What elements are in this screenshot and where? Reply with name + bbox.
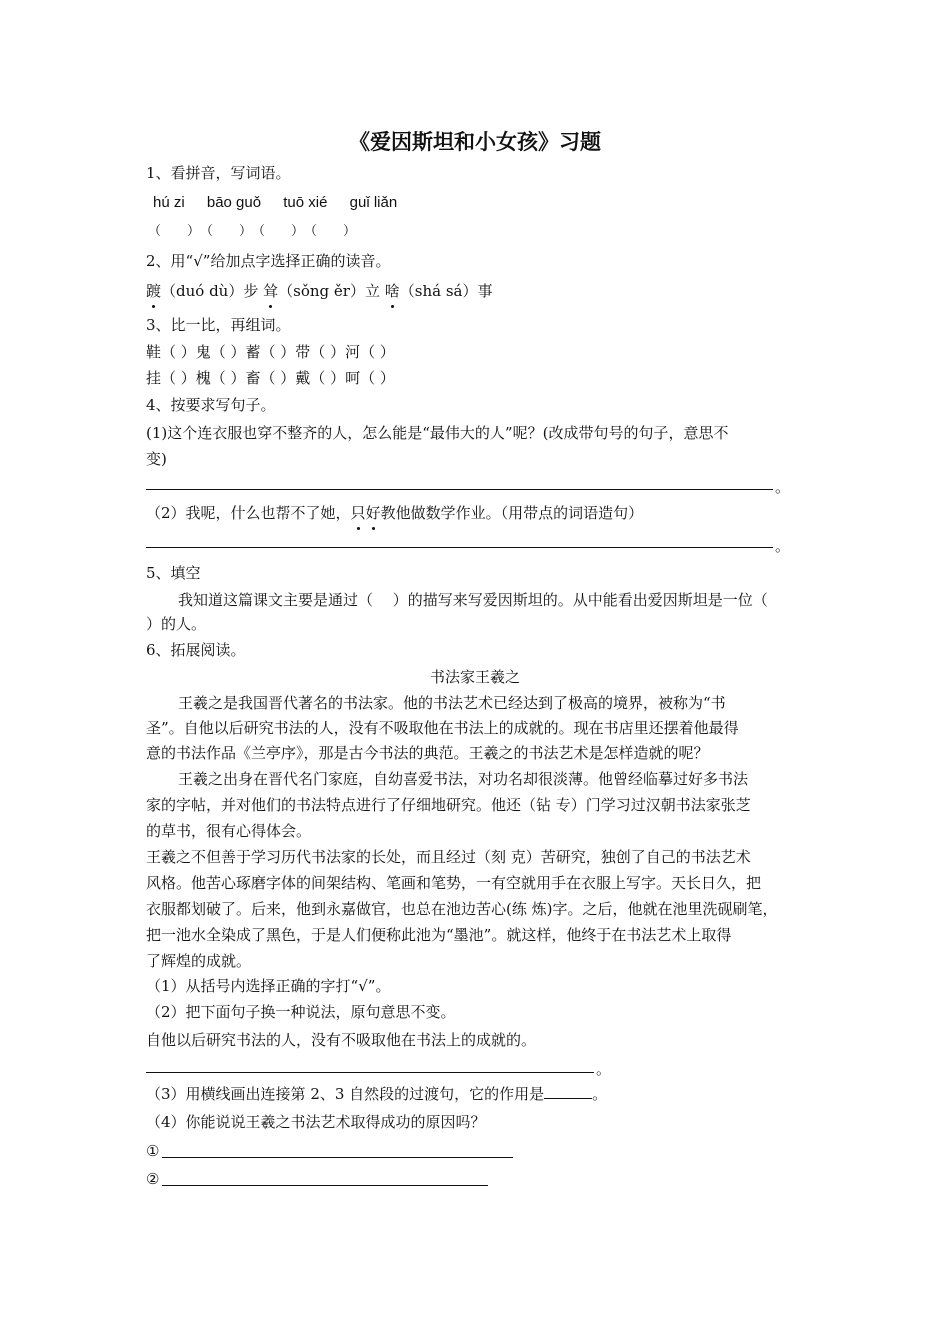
answer-line[interactable] xyxy=(162,1157,513,1158)
dotted-char: 耸 xyxy=(263,282,279,300)
answer-period: 。 xyxy=(775,537,791,555)
answer-marker-1: ① xyxy=(146,1142,160,1160)
passage-line: 的草书，很有心得体会。 xyxy=(146,822,312,840)
sub-question-3: （3）用横线画出连接第 2、3 自然段的过渡句，它的作用是 。 xyxy=(146,1085,608,1103)
q2-heading: 2、用“√”给加点字选择正确的读音。 xyxy=(146,252,391,270)
passage-title: 书法家王羲之 xyxy=(429,668,520,686)
q2-option-1[interactable]: （duó dù）步 xyxy=(161,282,259,300)
q3-row-1[interactable]: 鞋（ ）鬼（ ）蓄（ ）带（ ）河（ ） xyxy=(146,343,395,361)
q1-heading: 1、看拼音，写词语。 xyxy=(146,164,291,182)
q1-pinyin-row xyxy=(153,193,415,213)
q4-sentence-1-cont: 变) xyxy=(146,450,167,468)
answer-line[interactable] xyxy=(146,1072,594,1073)
pinyin-item: bāo guǒ xyxy=(206,194,262,211)
dotted-char: 好 xyxy=(365,504,381,522)
answer-line[interactable] xyxy=(146,547,773,548)
dotted-char: 啥 xyxy=(384,282,400,300)
q5-heading: 5、填空 xyxy=(146,564,201,582)
answer-period: 。 xyxy=(775,478,791,496)
q5-fill-line-1[interactable]: 我知道这篇课文主要是通过（ ）的描写来写爱因斯坦的。从中能看出爱因斯坦是一位（ xyxy=(178,591,768,609)
q3-heading: 3、比一比，再组词。 xyxy=(146,316,291,334)
passage-line: 风格。他苦心琢磨字体的间架结构、笔画和笔势，一有空就用手在衣服上写字。天长日久，把 xyxy=(146,874,762,892)
pinyin-item: tuō xié xyxy=(283,194,328,211)
passage-line: 衣服都划破了。后来，他到永嘉做官，也总在池边苦心(练 炼)字。之后，他就在池里洗砚刷笔， xyxy=(146,900,778,918)
q5-fill-line-2[interactable]: ）的人。 xyxy=(146,615,207,633)
sub-question-2-sentence: 自他以后研究书法的人，没有不吸取他在书法上的成就的。 xyxy=(146,1031,537,1049)
dotted-char: 只 xyxy=(350,504,366,522)
pinyin-item: guǐ liǎn xyxy=(349,194,398,211)
q2-option-2[interactable]: （sǒng ěr）立 xyxy=(278,282,380,300)
passage-line: 王羲之是我国晋代著名的书法家。他的书法艺术已经达到了极高的境界，被称为“书 xyxy=(178,694,726,712)
passage-line: 意的书法作品《兰亭序》，那是古今书法的典范。王羲之的书法艺术是怎样造就的呢？ xyxy=(146,744,709,762)
answer-line[interactable] xyxy=(162,1185,488,1186)
answer-line[interactable] xyxy=(146,489,773,490)
sub-question-2: （2）把下面句子换一种说法，原句意思不变。 xyxy=(146,1003,456,1021)
q6-heading: 6、拓展阅读。 xyxy=(146,641,246,659)
pinyin-item: hú zi xyxy=(153,194,185,211)
q3-row-2[interactable]: 挂（ ）槐（ ）畜（ ）戴（ ）呵（ ） xyxy=(146,369,395,387)
q2-option-3[interactable]: （shá sá）事 xyxy=(399,282,493,300)
passage-line: 把一池水全染成了黑色，于是人们便称此池为“墨池”。就这样，他终于在书法艺术上取得 xyxy=(146,926,732,944)
answer-marker-2: ② xyxy=(146,1170,160,1188)
q1-answer-blanks[interactable]: （ ） （ ） （ ） （ ） xyxy=(148,224,357,239)
q4-sentence-2: （2）我呢，什么也帮不了她，只好教他做数学作业。（用带点的词语造句） xyxy=(146,504,644,522)
passage-line: 家的字帖，并对他们的书法特点进行了仔细地研究。他还（钻 专）门学习过汉朝书法家张芝 xyxy=(146,796,751,814)
sub-question-1: （1）从括号内选择正确的字打“√”。 xyxy=(146,977,391,995)
answer-period: 。 xyxy=(596,1060,612,1078)
q4-heading: 4、按要求写句子。 xyxy=(146,396,276,414)
answer-blank[interactable] xyxy=(544,1084,592,1099)
passage-line: 王羲之不但善于学习历代书法家的长处，而且经过（刻 克）苦研究，独创了自己的书法艺术 xyxy=(146,848,751,866)
dotted-char: 踱 xyxy=(146,282,162,300)
sub-question-4: （4）你能说说王羲之书法艺术取得成功的原因吗？ xyxy=(146,1113,486,1131)
q4-sentence-1: (1)这个连衣服也穿不整齐的人，怎么能是“最伟大的人”呢？(改成带句号的句子，意思不 xyxy=(146,424,729,442)
passage-line: 圣”。自他以后研究书法的人，没有不吸取他在书法上的成就的。现在书店里还摆着他最得 xyxy=(146,719,739,737)
q2-options xyxy=(146,281,492,301)
passage-line: 王羲之出身在晋代名门家庭，自幼喜爱书法，对功名却很淡薄。他曾经临摹过好多书法 xyxy=(178,770,749,788)
page-title: 《爱因斯坦和小女孩》习题 xyxy=(349,130,601,154)
passage-line: 了辉煌的成就。 xyxy=(146,952,252,970)
